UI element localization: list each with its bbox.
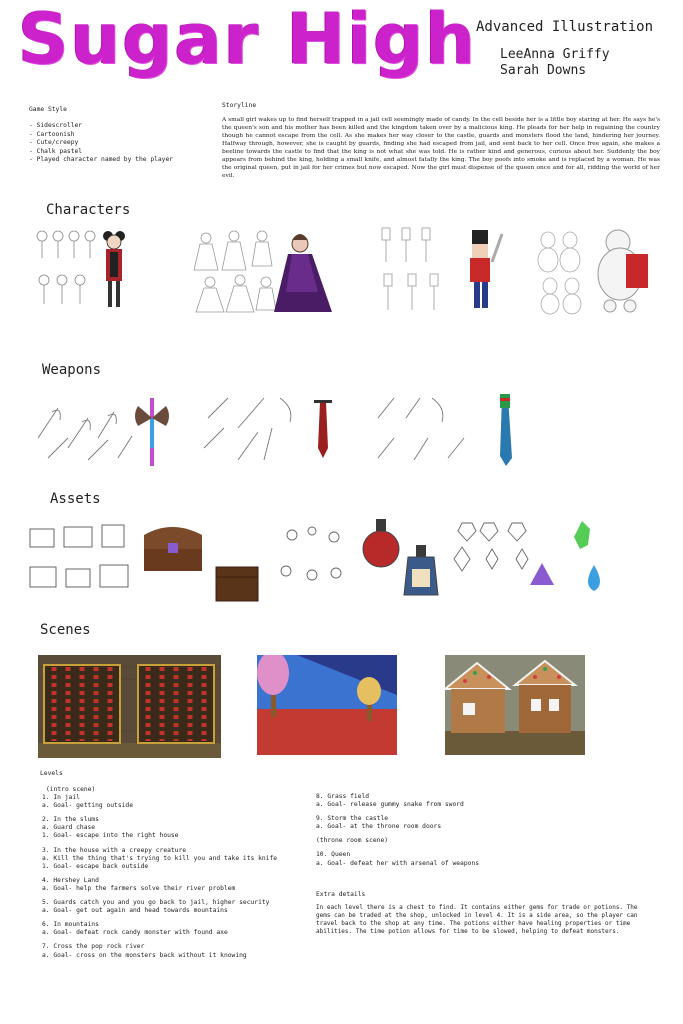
storyline-text: A small girl wakes up to find herself trapped in a jail cell seemingly made of candy. In the cell beside her is a little boy staring at her. He says he's the queen's son and his mother has been killed and the kingdom taken over by a malicious king. He pleads for her help in regaining the country though he cannot escape from the cell. As she makes her way closer to the castle, guards and monsters flood the land, hindering her journey. Halfway through, however, she is caught by guards, finding she had escaped from jail, and sent back to her cell. Once free again, she makes a beeline towards the castle to find that the king is not what she was told. He is rather kind and generous, curious about her. Suddenly the boy appears from behind the king, holding a small knife, and almost fatally the king. The boy poofs into smoke and is replaced by a woman. He was the original queen, put in jail for her crimes but now escaped. Now the girl must dispense of the queen once and for all, ridding the world of her evil.: [222, 117, 660, 179]
level-line: a. Goal- getting outside: [42, 802, 133, 810]
level-block: [316, 793, 646, 809]
game-style-block: [29, 106, 209, 164]
asset-sketches: [22, 515, 622, 615]
author-2: Sarah Downs: [500, 63, 587, 78]
level-line: 8. Grass field: [316, 793, 370, 800]
red-sword: [314, 400, 332, 458]
rainbow-axe: [135, 398, 169, 466]
level-line: a. Goal- at the throne room doors: [316, 823, 442, 831]
girl-sketches: [37, 231, 95, 304]
nutcracker-character: [470, 230, 502, 308]
chest-sketches: [30, 525, 128, 587]
level-line: 3. In the house with a creepy creature: [42, 846, 187, 854]
marshmallow-sketches: [538, 232, 581, 314]
treasure-chest-open: [144, 527, 202, 571]
level-line: 5. Guards catch you and you go back to jail, higher security: [42, 899, 270, 907]
red-potion: [363, 519, 399, 567]
level-block: [42, 921, 302, 937]
weapon-sketches: [28, 388, 528, 468]
level-line: a. Goal- defeat rock candy monster with found axe: [42, 929, 228, 937]
level-block: [316, 851, 646, 867]
queen-character: [274, 234, 332, 312]
game-style-item: - Played character named by the player: [29, 156, 174, 164]
gem-sketches: [454, 523, 528, 571]
level-line: (intro scene): [46, 786, 96, 793]
level-line: (throne room scene): [316, 837, 389, 845]
storyline-heading: Storyline: [222, 102, 257, 109]
marshmallow-character: [598, 230, 648, 312]
level-block: [42, 899, 302, 915]
game-style-item: - Sidescroller: [29, 122, 83, 130]
level-line: a. Goal- help the farmers solve their river problem: [42, 884, 236, 892]
candy-knife: [500, 394, 512, 466]
level-line: a. Guard chase: [42, 824, 96, 832]
level-line: 6. In mountains: [42, 921, 99, 929]
level-block: [42, 847, 302, 871]
weapons-heading: Weapons: [42, 362, 102, 378]
scenes-heading: Scenes: [40, 622, 91, 638]
level-line: a. Goal- defeat her with arsenal of weapons: [316, 859, 480, 867]
level-line: 9. Storm the castle: [316, 815, 389, 823]
level-line: 1. In jail: [42, 794, 80, 802]
level-line: 4. Hershey Land: [42, 876, 99, 884]
blue-potion: [404, 545, 438, 595]
levels-left-column: [42, 786, 302, 966]
game-style-item: - Chalk pastel: [29, 147, 83, 155]
queen-sketches: [194, 231, 276, 312]
author-1: LeeAnna Griffy: [500, 47, 610, 62]
course-name: Advanced Illustration: [476, 19, 654, 35]
potion-sketches: [281, 527, 341, 580]
soldier-sketches: [382, 228, 438, 310]
girl-character: [103, 231, 125, 307]
level-line: 7. Cross the pop rock river: [42, 943, 145, 951]
scene-gingerbread: [445, 655, 585, 755]
level-line: 10. Queen: [316, 851, 351, 859]
level-block: [42, 943, 302, 959]
sword-sketches: [204, 398, 291, 460]
game-style-item: - Cartoonish: [29, 130, 75, 138]
level-block: [316, 837, 646, 845]
extra-heading: Extra details: [316, 891, 366, 898]
level-line: a. Kill the thing that's trying to kill you and take its knife: [42, 854, 278, 862]
level-line: 2. In the slums: [42, 816, 99, 824]
gems-colored: [530, 521, 600, 591]
scene-field: [257, 655, 397, 755]
characters-heading: Characters: [46, 202, 131, 218]
treasure-chest-closed: [216, 567, 258, 601]
poster-title: Sugar High: [18, 0, 478, 80]
level-line: 1. Goal- escape back outside: [42, 862, 149, 870]
game-style-item: - Cute/creepy: [29, 139, 79, 147]
knife-sketches: [378, 398, 464, 460]
game-style-heading: Game Style: [29, 106, 67, 113]
level-line: a. Goal- cross on the monsters back without it knowing: [42, 951, 247, 959]
level-block: [316, 815, 646, 831]
levels-heading: Levels: [40, 770, 63, 777]
level-block: [42, 816, 302, 840]
character-sketches: [30, 222, 670, 322]
level-line: a. Goal- get out again and head towards mountains: [42, 907, 228, 915]
level-block: [42, 786, 302, 810]
levels-right-column: [316, 793, 646, 874]
level-line: 1. Goal- escape into the right house: [42, 832, 179, 840]
extra-text: In each level there is a chest to find. It contains either gems for trade or potions. The gems can be traded at the shop, unlocked in level 4. It is a side area, so the player can travel back to the shop at any time. The potions either have healing properties or time abilities. The time potion allows for time to be slowed, helping to defeat monsters.: [316, 904, 638, 935]
level-line: a. Goal- release gummy snake from sword: [316, 801, 464, 809]
axe-sketches: [38, 408, 132, 460]
scene-jail: [38, 655, 221, 758]
assets-heading: Assets: [50, 491, 101, 507]
level-block: [42, 877, 302, 893]
